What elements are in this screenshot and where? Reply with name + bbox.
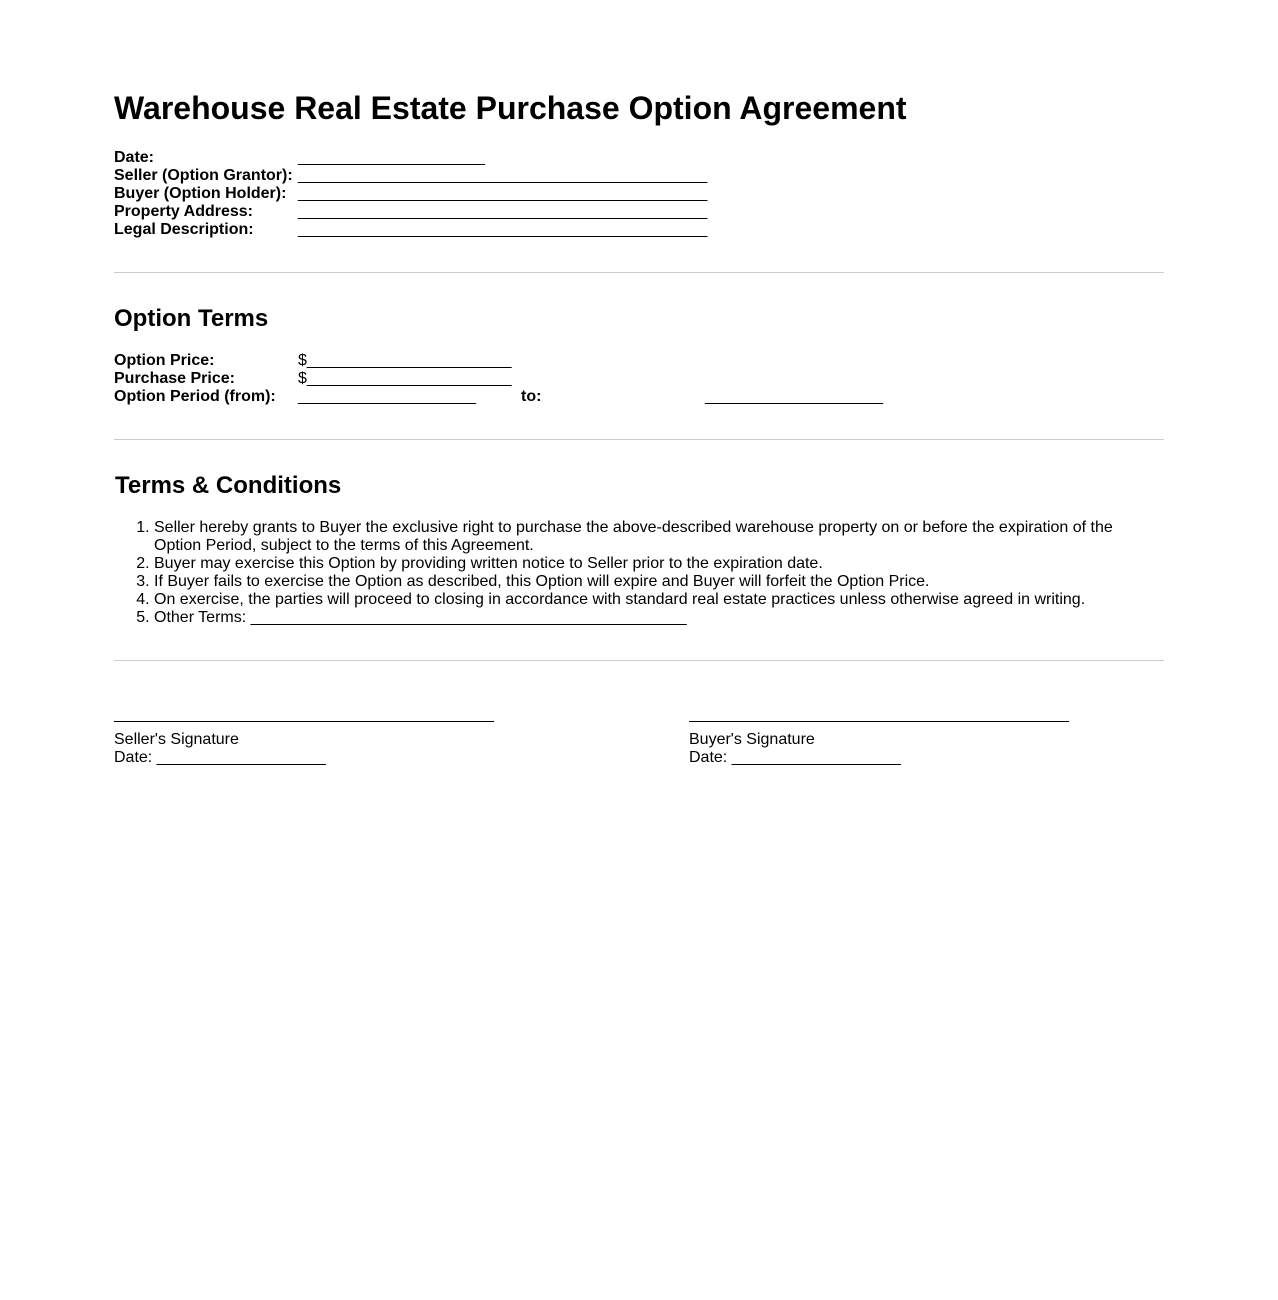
buyer-field[interactable]: ______________________________________________ — [298, 185, 708, 202]
section-heading-terms-conditions: Terms & Conditions — [115, 472, 342, 499]
purchase-price-blank[interactable]: _______________________ — [306, 370, 512, 387]
section-heading-option-terms: Option Terms — [114, 305, 269, 332]
term-item: 3. If Buyer fails to exercise the Option as described, this Option will expire and Buyer will forfeit the Option Price. — [154, 573, 1164, 591]
term-item: 2. Buyer may exercise this Option by providing written notice to Seller prior to the expiration date. — [154, 555, 1164, 573]
seller-date-row — [114, 749, 494, 767]
option-period-to-label: to: — [521, 388, 542, 405]
buyer-signature-label: Buyer's Signature — [689, 731, 815, 748]
seller-date-field[interactable]: ___________________ — [156, 749, 326, 766]
field-label: Option Period (from): — [114, 388, 276, 405]
term-item-other-terms[interactable]: 5. Other Terms: _________________________________________________ — [154, 609, 1164, 627]
field-row-option-period — [114, 388, 883, 406]
field-row-buyer — [114, 185, 707, 203]
field-label: Option Price: — [114, 352, 215, 369]
document-title: Warehouse Real Estate Purchase Option Agreement — [114, 90, 907, 126]
option-price-field[interactable] — [298, 352, 883, 370]
seller-signature-line[interactable] — [114, 721, 494, 722]
header-fields — [114, 149, 707, 239]
buyer-date-row — [689, 749, 1069, 767]
currency-symbol: $ — [298, 352, 307, 369]
section-divider — [114, 660, 1164, 661]
option-terms-fields — [114, 352, 883, 406]
field-label: Seller (Option Grantor): — [114, 167, 293, 184]
buyer-signature-line[interactable] — [689, 721, 1069, 722]
buyer-date-field[interactable]: ___________________ — [731, 749, 901, 766]
seller-signature-label: Seller's Signature — [114, 731, 239, 748]
field-label: Purchase Price: — [114, 370, 235, 387]
field-row-option-price — [114, 352, 883, 370]
seller-field[interactable]: ______________________________________________ — [298, 167, 708, 184]
field-label: Date: — [114, 149, 155, 166]
field-label: Property Address: — [114, 203, 253, 220]
purchase-price-field[interactable] — [298, 370, 883, 388]
section-divider — [114, 272, 1164, 273]
buyer-signature-block — [689, 721, 1069, 767]
option-period-from-field[interactable]: ____________________ — [298, 388, 476, 405]
term-item: 4. On exercise, the parties will proceed to closing in accordance with standard real estate practices unless otherwise agreed in writing. — [154, 591, 1164, 609]
field-row-property-address — [114, 203, 707, 221]
section-divider — [114, 439, 1164, 440]
currency-symbol: $ — [298, 370, 307, 387]
field-label: Buyer (Option Holder): — [114, 185, 287, 202]
date-label: Date: — [114, 749, 153, 766]
property-address-field[interactable]: ______________________________________________ — [298, 203, 708, 220]
field-row-purchase-price — [114, 370, 883, 388]
field-row-legal-description — [114, 221, 707, 239]
option-price-blank[interactable]: _______________________ — [306, 352, 512, 369]
term-item: 1. Seller hereby grants to Buyer the exclusive right to purchase the above-described warehouse property on or before the expiration of the Option Period, subject to the terms of this Agreement. — [154, 519, 1164, 555]
seller-signature-block — [114, 721, 494, 767]
legal-description-field[interactable]: ______________________________________________ — [298, 221, 708, 238]
field-row-seller — [114, 167, 707, 185]
field-row-date — [114, 149, 707, 167]
date-label: Date: — [689, 749, 728, 766]
date-field[interactable]: _____________________ — [298, 149, 485, 166]
field-label: Legal Description: — [114, 221, 254, 238]
terms-list — [114, 519, 1164, 627]
option-period-to-field[interactable]: ____________________ — [705, 388, 883, 405]
